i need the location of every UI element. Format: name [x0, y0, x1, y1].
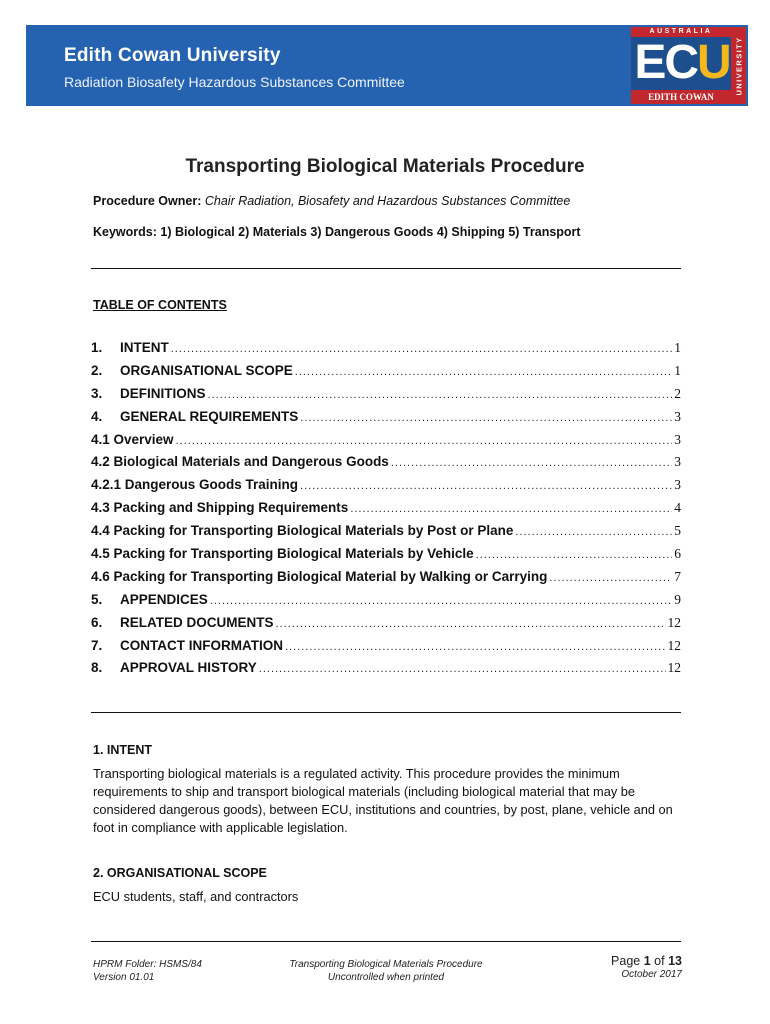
- scope-heading: 2. ORGANISATIONAL SCOPE: [93, 866, 267, 880]
- ecu-logo: [631, 27, 746, 104]
- toc-entry[interactable]: [91, 477, 681, 500]
- toc-leader-dots: [285, 641, 666, 653]
- committee-name: Radiation Biosafety Hazardous Substances Committee: [64, 74, 405, 90]
- toc-leader-dots: [276, 618, 666, 630]
- logo-mark: [633, 37, 731, 89]
- toc-entry-title: CONTACT INFORMATION: [120, 637, 283, 653]
- toc-entry[interactable]: [91, 615, 681, 638]
- page-label: Page: [611, 954, 641, 968]
- toc-entry-title: INTENT: [120, 340, 169, 355]
- toc-entry-title: DEFINITIONS: [120, 385, 206, 401]
- footer-doc-name: Transporting Biological Materials Procedure: [289, 959, 483, 970]
- toc-entry[interactable]: [91, 638, 681, 661]
- toc-entry-title: 4.6 Packing for Transporting Biological Material by Walking or Carrying: [91, 568, 548, 584]
- toc-entry-title: 4.3 Packing and Shipping Requirements: [91, 500, 349, 516]
- toc-entry-page: 6: [674, 546, 681, 562]
- keywords: Keywords: 1) Biological 2) Materials 3) Dangerous Goods 4) Shipping 5) Transport: [93, 225, 581, 239]
- toc-leader-dots: [208, 389, 673, 401]
- footer-left: [93, 958, 202, 984]
- toc-leader-dots: [171, 343, 673, 355]
- page-of: of: [654, 954, 665, 968]
- toc-entry-title: ORGANISATIONAL SCOPE: [120, 362, 293, 378]
- toc-entry-number: 8.: [91, 660, 103, 676]
- toc-entry-page: 2: [674, 385, 681, 401]
- scope-body: ECU students, staff, and contractors: [93, 889, 299, 904]
- toc-entry[interactable]: [91, 592, 681, 615]
- toc-leader-dots: [295, 366, 672, 378]
- toc-leader-dots: [300, 412, 672, 424]
- toc-entry-number: 7.: [91, 637, 103, 653]
- uncontrolled-notice: Uncontrolled when printed: [327, 972, 445, 983]
- toc-entry[interactable]: [91, 454, 681, 477]
- divider: [91, 712, 681, 713]
- logo-university: UNIVERSITY: [734, 35, 743, 96]
- toc-entry-page: 9: [674, 591, 681, 607]
- toc-entry-title: 4.5 Packing for Transporting Biological Materials by Vehicle: [91, 546, 474, 562]
- toc-entry-page: 3: [674, 454, 681, 470]
- toc-entry-number: 1.: [91, 340, 103, 355]
- toc-leader-dots: [176, 435, 673, 447]
- toc-entry[interactable]: [91, 363, 681, 386]
- toc-leader-dots: [350, 503, 672, 515]
- logo-edith-cowan: EDITH COWAN: [648, 92, 714, 102]
- intent-body: Transporting biological materials is a regulated activity. This procedure provides the minimum requirements to ship and transport biological materials (including biological material that may be considered dangerous goods), between ECU, institutions and countries, by post, plane, vehicle and on foot in compliance with applicable legislation.: [93, 766, 673, 835]
- toc-entry-number: 6.: [91, 614, 103, 630]
- toc-entry-page: 1: [674, 340, 681, 355]
- toc-entry-title: 4.2 Biological Materials and Dangerous Goods: [91, 454, 389, 470]
- toc-leader-dots: [515, 526, 672, 538]
- toc-entry-title: RELATED DOCUMENTS: [120, 614, 274, 630]
- footer-right: [560, 955, 682, 981]
- toc-entry-title: APPROVAL HISTORY: [120, 660, 257, 676]
- toc-entry-page: 3: [674, 408, 681, 424]
- toc-entry-title: APPENDICES: [120, 591, 208, 607]
- toc-entry[interactable]: [91, 523, 681, 546]
- toc-entry-page: 3: [674, 477, 681, 493]
- procedure-owner-value: Chair Radiation, Biosafety and Hazardous Substances Committee: [204, 194, 571, 208]
- toc-entry-title: 4.2.1 Dangerous Goods Training: [91, 477, 299, 493]
- toc-entry[interactable]: [91, 340, 681, 363]
- toc-entry[interactable]: [91, 500, 681, 523]
- page-total: 13: [668, 954, 682, 968]
- logo-bottom-band: [631, 90, 731, 104]
- logo-side-band: [731, 27, 746, 104]
- toc-entry-number: 3.: [91, 385, 103, 401]
- hprm-folder: HPRM Folder: HSMS/84: [93, 959, 202, 970]
- document-date: October 2017: [621, 969, 682, 980]
- toc-entry[interactable]: [91, 546, 681, 569]
- toc-entry-page: 4: [674, 500, 681, 516]
- toc-entry[interactable]: [91, 660, 681, 683]
- toc-leader-dots: [476, 549, 673, 561]
- toc-entry-page: 3: [674, 431, 681, 447]
- footer-divider: [91, 941, 681, 942]
- toc-entry[interactable]: [91, 386, 681, 409]
- toc-leader-dots: [549, 572, 672, 584]
- logo-mark-ec: EC: [634, 36, 697, 89]
- logo-mark-u: U: [697, 36, 730, 89]
- intent-heading: 1. INTENT: [93, 743, 153, 757]
- toc-entry-number: 2.: [91, 362, 103, 378]
- toc-entry[interactable]: [91, 409, 681, 432]
- university-name: Edith Cowan University: [64, 45, 281, 66]
- document-title: Transporting Biological Materials Procedure: [185, 156, 585, 177]
- toc-entry-page: 1: [674, 362, 681, 378]
- procedure-owner-label: Procedure Owner:: [93, 194, 202, 208]
- table-of-contents: [91, 340, 681, 683]
- toc-entry[interactable]: [91, 569, 681, 592]
- toc-leader-dots: [210, 595, 672, 607]
- toc-entry-page: 12: [667, 614, 681, 630]
- toc-entry-page: 7: [674, 568, 681, 584]
- logo-country: AUSTRALIA: [649, 28, 713, 35]
- toc-entry[interactable]: [91, 432, 681, 455]
- toc-entry-title: 4.1 Overview: [91, 431, 174, 447]
- toc-entry-page: 12: [667, 637, 681, 653]
- toc-entry-page: 12: [667, 660, 681, 676]
- toc-leader-dots: [259, 663, 666, 675]
- toc-entry-number: 5.: [91, 591, 103, 607]
- toc-leader-dots: [391, 457, 672, 469]
- divider: [91, 268, 681, 269]
- toc-entry-title: GENERAL REQUIREMENTS: [120, 408, 299, 424]
- footer-center: [246, 958, 526, 984]
- toc-leader-dots: [300, 480, 672, 492]
- toc-heading: TABLE OF CONTENTS: [93, 298, 227, 312]
- procedure-owner: [93, 194, 570, 208]
- page-number: [560, 955, 682, 968]
- version: Version 01.01: [93, 972, 155, 983]
- toc-entry-title: 4.4 Packing for Transporting Biological Materials by Post or Plane: [91, 523, 514, 539]
- page-current: 1: [643, 954, 651, 968]
- toc-entry-number: 4.: [91, 408, 103, 424]
- toc-entry-page: 5: [674, 523, 681, 539]
